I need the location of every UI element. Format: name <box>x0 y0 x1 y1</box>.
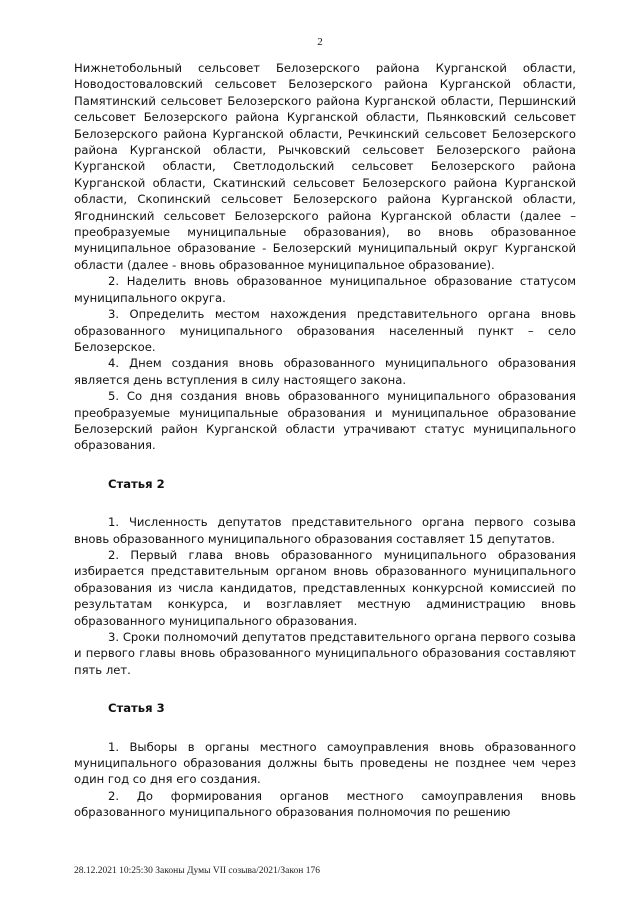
article-3-paragraph-1: 1. Выборы в органы местного самоуправления вновь образованного муниципального образования должны быть проведены не позднее чем через один год со дня его создания. <box>74 739 576 787</box>
page-number: 2 <box>317 36 323 48</box>
paragraph-item-5: 5. Со дня создания вновь образованного муниципального образования преобразуемые муниципальные образования и муниципальное образование Белозерский район Курганской области утрачивают статус муниципального образования. <box>74 389 576 453</box>
paragraph-item-3: 3. Определить местом нахождения представительного органа вновь образованного муниципального образования населенный пункт – село Белозерское. <box>74 307 576 354</box>
article-3-heading: Статья 3 <box>108 701 165 716</box>
article-2-heading: Статья 2 <box>108 476 165 491</box>
article-2-paragraph-2: 2. Первый глава вновь образованного муниципального образования избирается представительным органом вновь образованного муниципального образования из числа кандидатов, представленных конкурсной комиссией по результатам конкурса, и возглавляет местную администрацию вновь образованного муниципального образования. <box>74 547 576 628</box>
paragraph-item-2: 2. Наделить вновь образованное муниципальное образование статусом муниципального округа. <box>74 274 576 305</box>
article-3-paragraph-2: 2. До формирования органов местного самоуправления вновь образованного муниципального образования полномочия по решению <box>74 788 576 820</box>
paragraph-item-4: 4. Днем создания вновь образованного муниципального образования является день вступления в силу настоящего закона. <box>74 356 576 387</box>
document-body <box>74 60 576 821</box>
document-footer: 28.12.2021 10:25:30 Законы Думы VII созыва/2021/Закон 176 <box>74 866 320 876</box>
paragraph-continuation: Нижнетобольный сельсовет Белозерского района Курганской области, Новодостоваловский сельсовет Белозерского района Курганской области, Памятинский сельсовет Белозерского района Курганской области, Першинский сельсовет Белозерского района Курганской области, Пьянковский сельсовет Белозерского района Курганской области, Речкинский сельсовет Белозерского района Курганской области, Рычковский сельсовет Белозерского района Курганской области, Светлодольский сельсовет Белозерского района Курганской области, Скатинский сельсовет Белозерского района Курганской области, Скопинский сельсовет Белозерского района Курганской области, Ягоднинский сельсовет Белозерского района Курганской области (далее – преобразуемые муниципальные образования), во вновь образованное муниципальное образование - Белозерский муниципальный округ Курганской области (далее - вновь образованное муниципальное образование). <box>74 61 576 272</box>
article-2-paragraph-1: 1. Численность депутатов представительного органа первого созыва вновь образованного муниципального образования составляет 15 депутатов. <box>74 515 576 546</box>
article-2-paragraph-3: 3. Сроки полномочий депутатов представительного органа первого созыва и первого главы вновь образованного муниципального образования составляют пять лет. <box>74 630 576 677</box>
